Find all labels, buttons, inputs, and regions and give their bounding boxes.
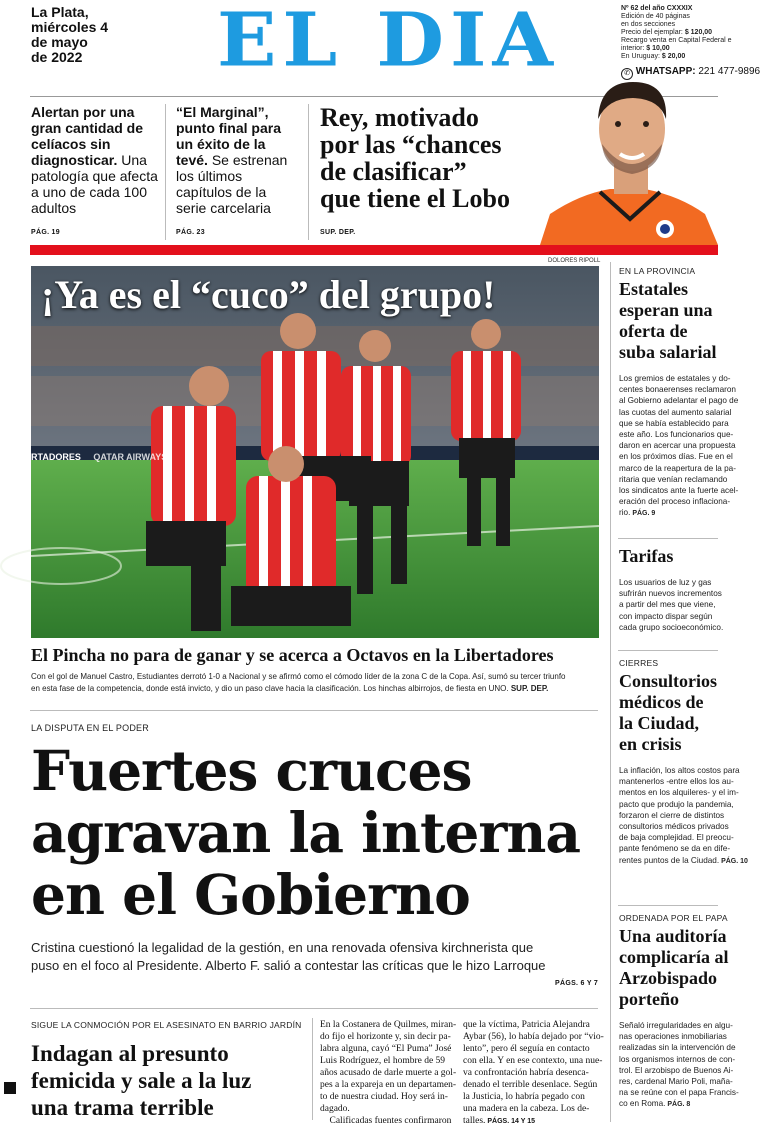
top-story-text: Se estrenan los últimos capítulos de la serie carcelaria [176,152,288,216]
sidebar-body-line: Los usuarios de luz y gas [619,578,712,587]
sidebar-body-line: al Gobierno adelantar el pago de [619,396,739,406]
player-portrait-image [540,74,718,245]
top-story-rey[interactable] [320,104,550,212]
sidebar-headline-line: Arzobispado [619,968,718,988]
page-ref: PÁG. 10 [719,857,748,865]
sidebar-headline-line: complicaría al [619,947,729,967]
body-line: dagado. [320,1104,350,1114]
sidebar-body-line: forzaron el cierre de distintos [619,810,725,820]
sidebar-body-line: cada grupo socioeconómico. [619,622,724,632]
body-line: una madera en la cabeza. Los de- [463,1104,590,1114]
femicide-col-2 [463,1019,603,1128]
price-label: Precio del ejemplar: [621,29,683,36]
divider [308,104,309,240]
sidebar-body-line: en los próximos días. Fue en el [619,452,733,462]
divider [165,104,166,240]
section-divider [30,710,598,711]
main-headline-line: Fuertes cruces [31,738,472,803]
player-portrait [540,74,718,245]
dateline-year: de 2022 [31,49,83,65]
sidebar-headline-line: en crisis [619,734,682,754]
surcharge-value: $ 10,00 [646,45,670,52]
sidebar-body-line: Señaló irregularidades en algu- [619,1021,733,1030]
page-ref: PÁG. 9 [630,510,656,518]
femicide-headline-line: Indagan al presunto [31,1041,229,1066]
body-line: con ella. Y en ese contexto, una nue- [463,1056,603,1066]
sidebar-body-line: a partir del mes que viene, [619,600,716,610]
sidebar-body-line: nas operaciones inmobiliarias [619,1032,727,1042]
sidebar-body-line: centes bonaerenses reclamaron [619,385,736,395]
main-headline[interactable] [31,740,601,926]
whatsapp-number: 221 477-9896 [698,66,760,77]
sidebar-body-line: mantenerlos -entre ellos los au- [619,777,734,787]
logo[interactable]: EL DIA [216,0,560,84]
headline-line: que tiene el Lobo [320,184,510,213]
red-band [30,245,718,255]
page-ref: PÁG. 8 [665,1101,691,1109]
body-line: do fijo el horizonte y, sin decir pa- [320,1032,451,1042]
body-line: talles. PÁGS. 14 Y 15 [463,1116,535,1126]
body-line: va confrontación habría desenca- [463,1068,589,1078]
body-line: Luis Rodríguez, el hombre de 59 [320,1056,446,1066]
whatsapp-label: WHATSAPP: [635,66,696,77]
main-deck-line: Cristina cuestionó la legalidad de la gestión, en una renovada ofensiva kirchnerista que [31,940,534,955]
sidebar-headline-line: Estatales [619,279,688,299]
femicide-headline[interactable] [31,1040,311,1121]
femicide-headline-line: femicida y sale a la luz [31,1068,252,1093]
sidebar-body-line: daron en acercar una propuesta [619,441,736,451]
uruguay-label: En Uruguay: [621,53,660,60]
page-ref: PÁG. 19 [31,229,60,236]
femicide-kicker: SIGUE LA CONMOCIÓN POR EL ASESINATO EN BARRIO JARDÍN [31,1020,302,1030]
dateline-month: de mayo [31,34,88,50]
sidebar-headline-line: oferta de [619,321,688,341]
top-story-text: Una patología que afecta a uno de cada 100 adultos [31,152,158,216]
body-line: que la víctima, Patricia Alejandra [463,1020,590,1030]
sidebar-divider [618,905,718,906]
body-line: Calificadas fuentes confirmaron [320,1116,452,1126]
sidebar-headline [619,279,747,363]
sidebar-body-line: trol. El arzobispo de Buenos Ai- [619,1065,734,1075]
surcharge-line: Recargo venta en Capital Federal e [621,37,732,44]
sidebar-body-line: co en Roma. PÁG. 8 [619,1099,691,1109]
sidebar-headline-line: la Ciudad, [619,713,700,733]
page-ref: SUP. DEP. [510,684,549,693]
photo-ad-board [31,452,167,462]
sidebar-body [619,765,747,867]
body-line: años acusado de darle muerte a gol- [320,1068,457,1078]
ad-text: RTADORES [31,452,81,462]
price: $ 120,00 [684,29,713,36]
photo-headline: ¡Ya es el “cuco” del grupo! [41,272,496,317]
main-deck [31,939,601,975]
body-line: to de nuestra ciudad. Hoy será in- [320,1092,448,1102]
sidebar-body-line: eración del proceso inflaciona- [619,497,731,507]
sidebar-story[interactable] [619,913,747,1111]
sidebar-body-line: este año. Los funcionarios que- [619,430,734,440]
sidebar-body-line: de baja complejidad. El preocu- [619,833,734,843]
main-kicker: LA DISPUTA EN EL PODER [31,723,149,733]
sidebar-body [619,577,747,633]
bullet-square [4,1082,16,1094]
main-headline-line: en el Gobierno [31,862,470,927]
page-ref: SUP. DEP. [320,229,356,236]
photo-credit: DOLORES RIPOLL [548,258,601,264]
sidebar-body-line: res, cardenal Mario Poli, maña- [619,1077,733,1087]
sidebar-body-line: rentes puntos de la Ciudad. PÁG. 10 [619,855,748,865]
pincha-body-line: Con el gol de Manuel Castro, Estudiantes derrotó 1-0 a Nacional y se afirmó como el cómodo líder de la zona C de la Copa. Así, sumó su tercer triunfo [31,672,566,681]
sidebar-kicker: EN LA PROVINCIA [619,266,696,276]
sidebar-headline [619,926,747,1010]
sidebar-body-line: sufrirán nuevos incrementos [619,589,722,599]
pincha-body [31,671,611,695]
sidebar-headline [619,671,747,755]
sidebar-headline-line: Una auditoría [619,926,727,946]
pincha-headline[interactable]: El Pincha no para de ganar y se acerca a Octavos en la Libertadores [31,645,554,665]
surcharge-label: interior: [621,45,645,52]
sidebar-body-line: las cuotas del aumento salarial [619,407,732,417]
sidebar-headline-line: médicos de [619,692,704,712]
pincha-body-line: en esta fase de la competencia, donde está invicto, y dio un paso clave hacia la clasificación. Los hinchas albirrojos, de fiesta en UNO. [31,684,509,693]
page-ref: PÁGS. 14 Y 15 [485,1118,535,1125]
top-story-marginal[interactable] [176,104,296,216]
sidebar-story[interactable] [619,658,747,867]
headline-line: de clasificar” [320,157,467,186]
cover-photo[interactable] [31,266,599,638]
sidebar-body-line: consultorios médicos privados [619,822,729,832]
top-story-bold: “El Marginal”, punto final para un éxito de la tevé. [176,104,281,168]
sidebar-story[interactable] [619,546,747,633]
headline-line: Rey, motivado [320,103,479,132]
main-headline-line: agravan la interna [31,800,580,865]
headline-line: por las “chances [320,130,502,159]
dateline-city: La Plata, [31,4,89,20]
sidebar-story[interactable] [619,266,747,520]
sidebar-kicker: CIERRES [619,658,659,668]
divider [312,1018,313,1120]
edition-number: Nº 62 del año CXXXIX [621,5,693,12]
dateline-weekday: miércoles 4 [31,19,109,35]
sidebar-body-line: con impacto dispar según [619,611,713,621]
top-story-celiacos[interactable] [31,104,161,216]
uruguay-price: $ 20,00 [661,53,686,60]
sidebar-divider [618,538,718,539]
sidebar-body-line: ritaria que venían reclamando [619,474,728,484]
sidebar-body-line: los sindicatos ante la fuerte acel- [619,486,739,496]
ad-text: QATAR AIRWAYS [93,452,168,462]
sidebar-body [619,373,747,520]
body-line: denado el terrible desenlace. Según [463,1080,598,1090]
body-line: En la Costanera de Quilmes, miran- [320,1020,457,1030]
body-line: pes a la expareja en un departamen- [320,1080,457,1090]
sidebar-body-line: Los gremios de estatales y do- [619,374,731,383]
body-line: Aybar (56), lo había dejado por “vio- [463,1032,604,1042]
sidebar-body-line: los organismos internos de con- [619,1054,736,1064]
sidebar-headline-line: esperan una [619,300,713,320]
sidebar-body-line: na se reúne con el papa Francis- [619,1088,739,1098]
sidebar-headline-line: suba salarial [619,342,717,362]
sidebar-body [619,1020,747,1111]
dateline [31,5,108,65]
sidebar-kicker: ORDENADA POR EL PAPA [619,913,728,923]
sidebar-headline-line: Consultorios [619,671,718,691]
sidebar-body-line: que se había establecido para [619,418,729,428]
femicide-col-1 [320,1019,462,1127]
sidebar-body-line: pante fenómeno se da en dife- [619,844,731,854]
whatsapp-icon: ✆ [621,68,633,80]
edition-info [621,5,746,61]
sidebar-divider [610,262,611,1122]
sidebar-headline [619,546,747,567]
sidebar-body-line: realizadas sin la intervención de [619,1043,736,1053]
sidebar-headline-line: porteño [619,989,679,1009]
body-line: la Justicia, lo habría pegado con [463,1092,585,1102]
section-divider [30,1008,598,1009]
top-story-bold: Alertan por una gran cantidad de celíacos sin diagnosticar. [31,104,144,168]
sidebar-headline-line: Tarifas [619,546,674,566]
edition-pages: Edición de 40 páginas [621,13,690,20]
page-ref: PÁG. 23 [176,229,205,236]
sidebar-body-line: La inflación, los altos costos para [619,766,740,775]
edition-sections: en dos secciones [621,21,676,28]
sidebar-body-line: marco de la reapertura de la pa- [619,463,736,473]
sidebar-body-line: mentos en los alquileres- y el im- [619,788,739,798]
sidebar-body-line: pacto que produjo la pandemia, [619,799,734,809]
body-line: labra alguna, cayó “El Puma” José [320,1044,452,1054]
sidebar-body-line: rio. PÁG. 9 [619,508,656,518]
page-ref: PÁGS. 6 Y 7 [555,980,599,987]
sidebar-divider [618,650,718,651]
femicide-headline-line: una trama terrible [31,1095,214,1120]
main-deck-line: puso en el foco al Presidente. Alberto F. salió a contestar las críticas que le hizo Larroque [31,958,546,973]
body-line: lento”, pero él seguía en contacto [463,1044,590,1054]
